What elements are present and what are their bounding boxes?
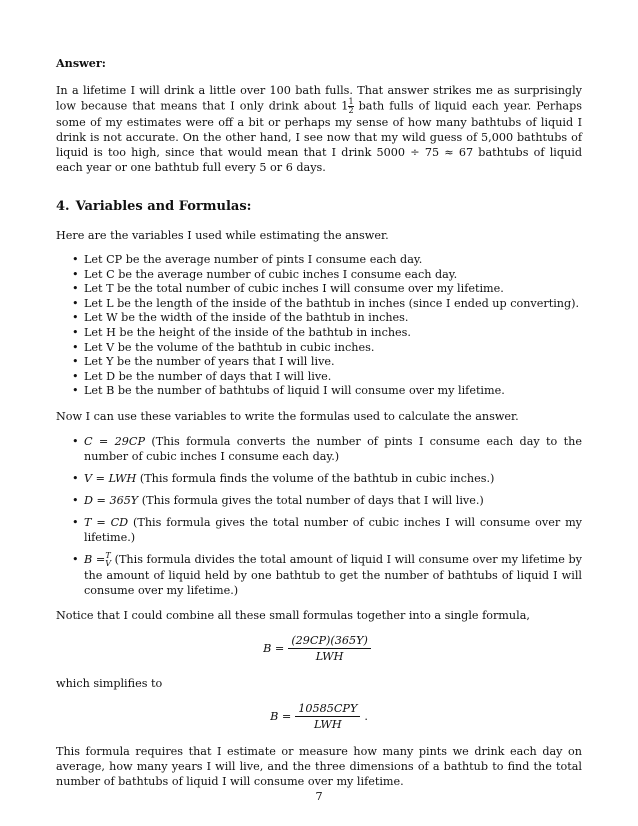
list-item: • Let C be the average number of cubic inches I consume each day. [72,267,458,281]
list-item: • V = LWH (This formula finds the volume of the bathtub in cubic inches.) [72,471,495,485]
list-item: • C = 29CP (This formula converts the number of pints I consume each day to the number of cubic inches I consume each day.) [72,434,582,463]
list-item: • Let L be the length of the inside of the bathtub in inches (since I ended up converting). [72,296,580,310]
document-page [56,56,582,799]
equation-lhs: B = [263,641,285,655]
combine-text: Notice that I could combine all these small formulas together into a single formula, [56,608,530,622]
list-item: • Let Y be the number of years that I will live. [72,355,335,369]
simplifies-text: which simplifies to [56,676,163,690]
final-paragraph: This formula requires that I estimate or measure how many pints we drink each day on average, how many years I will live, and the three dimensions of a bathtub to find the total number of bathtubs of liquid I will consume over my lifetime. [56,744,582,788]
page-number: 7 [315,790,323,803]
list-item: • Let W be the width of the inside of the bathtub in inches. [72,311,409,325]
equation-fraction [288,633,371,664]
answer-heading: Answer: [56,56,106,70]
list-item: • B = T V (This formula divides the total amount of liquid I will consume over my lifetime by the amount of liquid held by one bathtub to get the number of bathtubs of liquid I will consume over my lifetime.) [72,550,582,597]
list-item: • Let T be the total number of cubic inches I will consume over my lifetime. [72,282,504,296]
list-item: • D = 365Y (This formula gives the total number of days that I will live.) [72,493,484,507]
list-item: • Let B be the number of bathtubs of liquid I will consume over my lifetime. [72,384,505,398]
section-heading [56,199,582,214]
answer-text-part1: In a lifetime I will drink a little over 100 bath fulls. That answer strikes me as surprisingly low because that means that I only drink about 1 [56,84,582,113]
equation-period: . [364,709,368,723]
equation-fraction [295,701,360,732]
answer-text-part2: bath fulls of liquid each year. Perhaps some of my estimates were off a bit or perhaps my sense of how many bathtubs of liquid I drink is not accurate. On the other hand, I see now that my wild guess of 5,000 bathtubs of liquid is too high, since that would mean that I drink 5000 ÷ 75 ≈ 67 bathtubs of liquid each year or one bathtub full every 5 or 6 days. [56,99,583,174]
list-item: • Let H be the height of the inside of the bathtub in inches. [72,325,411,339]
equation-numerator: 10585CPY [295,701,360,717]
section-title: Variables and Formulas: [75,199,252,214]
combined-equation [56,633,582,664]
list-item: • T = CD (This formula gives the total number of cubic inches I will consume over my lifetime.) [72,515,583,544]
simplified-equation [56,701,582,732]
equation-denominator: LWH [313,717,342,731]
equation-denominator: LWH [315,649,344,663]
variables-intro: Here are the variables I used while estimating the answer. [56,229,389,242]
formulas-intro: Now I can use these variables to write the formulas used to calculate the answer. [56,409,519,423]
list-item: • Let D be the number of days that I will live. [72,369,332,383]
t-over-v-fraction: T V [105,550,111,568]
list-item: • Let CP be the average number of pints I consume each day. [72,253,423,266]
equation-lhs: B = [270,709,292,723]
list-item: • Let V be the volume of the bathtub in cubic inches. [72,340,375,354]
answer-paragraph [56,83,582,175]
section-number: 4. [56,199,70,214]
one-half-fraction: $\frac{1}{2}$ [348,97,354,115]
formulas-list [56,434,582,598]
equation-numerator: (29CP)(365Y) [288,633,371,649]
variables-list [56,253,582,399]
